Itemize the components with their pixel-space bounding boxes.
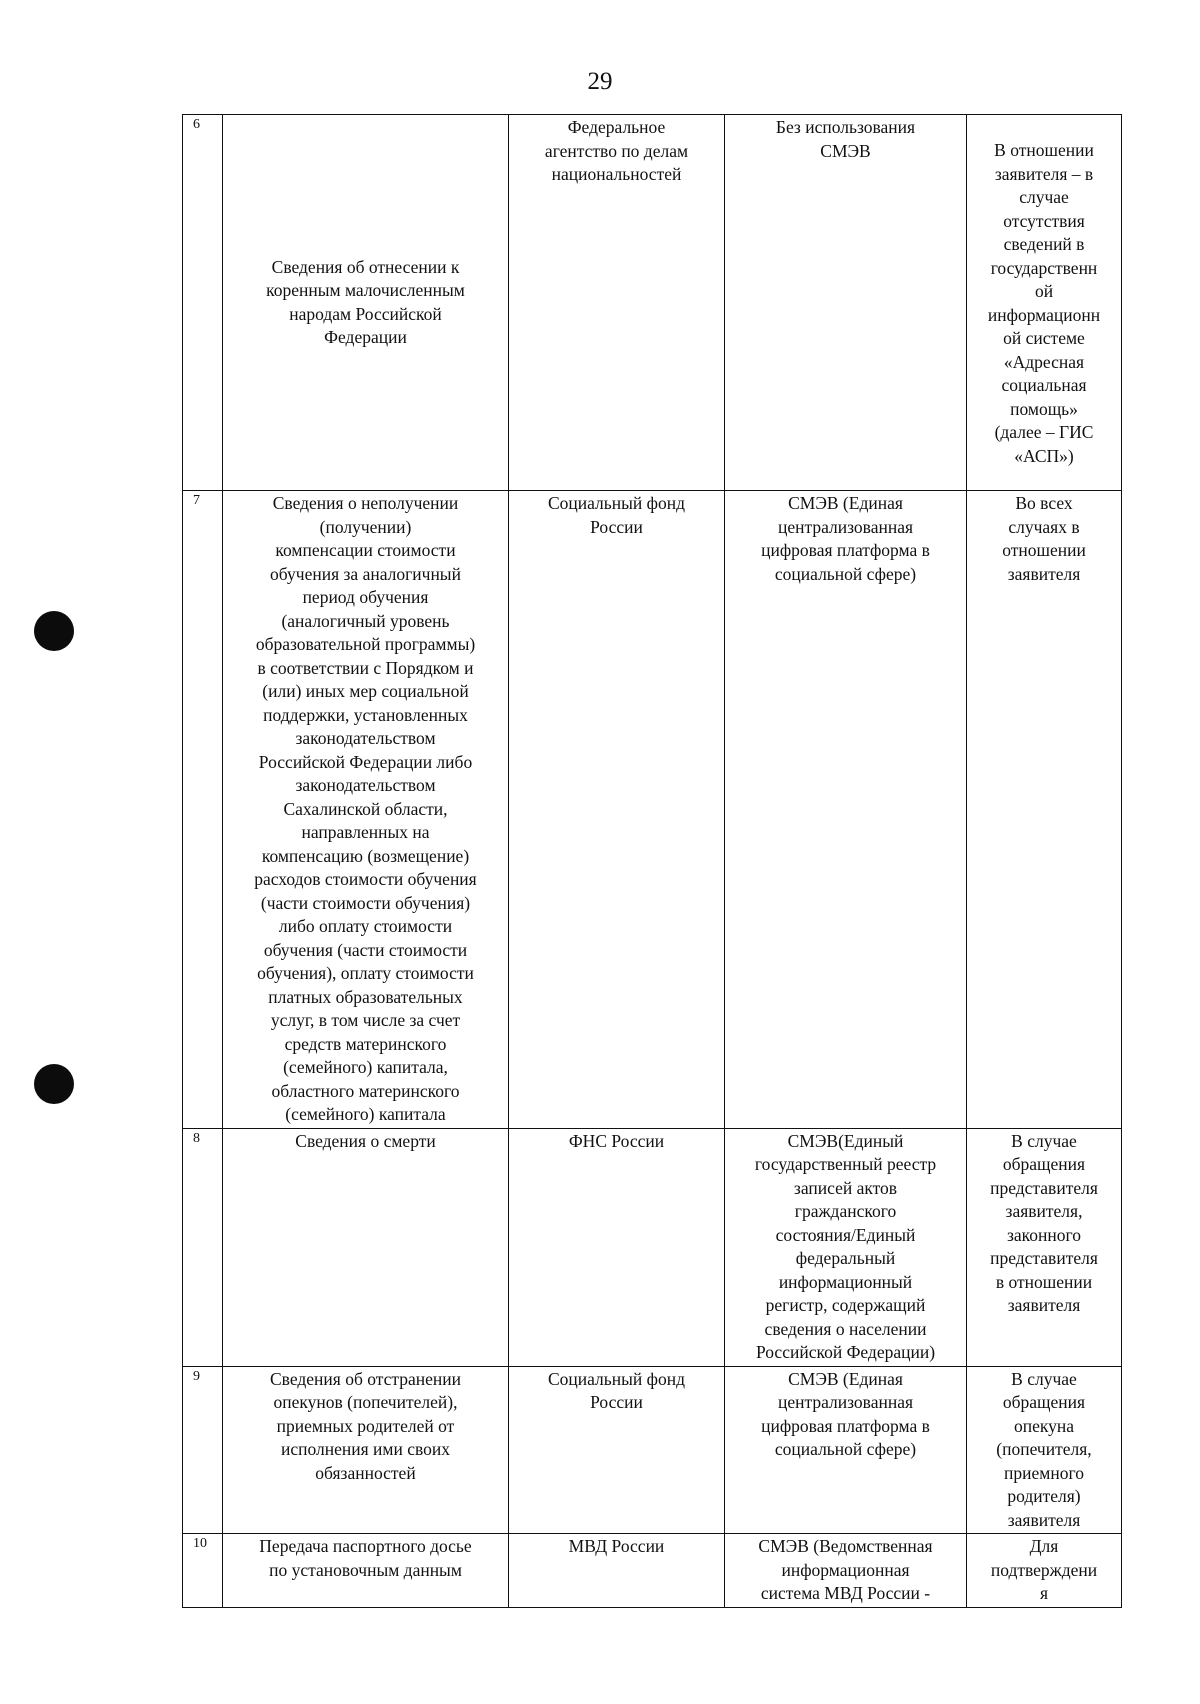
- provider-cell: Социальный фонд России: [509, 1366, 725, 1534]
- condition-cell: В случае обращения представителя заявителя, законного представителя в отношении заявителя: [967, 1128, 1122, 1366]
- provider-cell: МВД России: [509, 1534, 725, 1608]
- provider-cell: ФНС России: [509, 1128, 725, 1366]
- punch-hole-mark: [34, 1064, 74, 1104]
- row-number: 6: [183, 115, 223, 491]
- info-cell: Сведения об отнесении к коренным малочисленным народам Российской Федерации: [223, 115, 509, 491]
- punch-hole-mark: [34, 611, 74, 651]
- condition-cell: Во всех случаях в отношении заявителя: [967, 491, 1122, 1129]
- info-cell: Сведения о смерти: [223, 1128, 509, 1366]
- table-row: [183, 1534, 1122, 1608]
- row-number: 7: [183, 491, 223, 1129]
- info-cell: Сведения о неполучении (получении) компенсации стоимости обучения за аналогичный период обучения (аналогичный уровень образовательной программы) в соответствии с Порядком и (или) иных мер социальной поддержки, установленных законодательством Российской Федерации либо законодательством Сахалинской области, направленных на компенсацию (возмещение) расходов стоимости обучения (части стоимости обучения) либо оплату стоимости обучения (части стоимости обучения), оплату стоимости платных образовательных услуг, в том числе за счет средств материнского (семейного) капитала, областного материнского (семейного) капитала: [223, 491, 509, 1129]
- row-number: 9: [183, 1366, 223, 1534]
- table-row: [183, 1366, 1122, 1534]
- info-cell: Передача паспортного досье по установочным данным: [223, 1534, 509, 1608]
- method-cell: СМЭВ (Единая централизованная цифровая платформа в социальной сфере): [725, 1366, 967, 1534]
- method-cell: СМЭВ (Ведомственная информационная система МВД России -: [725, 1534, 967, 1608]
- row-number: 8: [183, 1128, 223, 1366]
- table-row: [183, 115, 1122, 491]
- services-table: [182, 114, 1122, 1608]
- provider-cell: Федеральное агентство по делам национальностей: [509, 115, 725, 491]
- table-row: [183, 491, 1122, 1129]
- provider-cell: Социальный фонд России: [509, 491, 725, 1129]
- condition-cell: Для подтверждени я: [967, 1534, 1122, 1608]
- table-row: [183, 1128, 1122, 1366]
- page-number: 29: [587, 68, 613, 95]
- condition-cell: В отношении заявителя – в случае отсутствия сведений в государственн ой информационн ой системе «Адресная социальная помощь» (далее – ГИС «АСП»): [967, 115, 1122, 491]
- info-cell: Сведения об отстранении опекунов (попечителей), приемных родителей от исполнения ими своих обязанностей: [223, 1366, 509, 1534]
- method-cell: Без использования СМЭВ: [725, 115, 967, 491]
- condition-cell: В случае обращения опекуна (попечителя, приемного родителя) заявителя: [967, 1366, 1122, 1534]
- method-cell: СМЭВ(Единый государственный реестр записей актов гражданского состояния/Единый федеральный информационный регистр, содержащий сведения о населении Российской Федерации): [725, 1128, 967, 1366]
- row-number: 10: [183, 1534, 223, 1608]
- method-cell: СМЭВ (Единая централизованная цифровая платформа в социальной сфере): [725, 491, 967, 1129]
